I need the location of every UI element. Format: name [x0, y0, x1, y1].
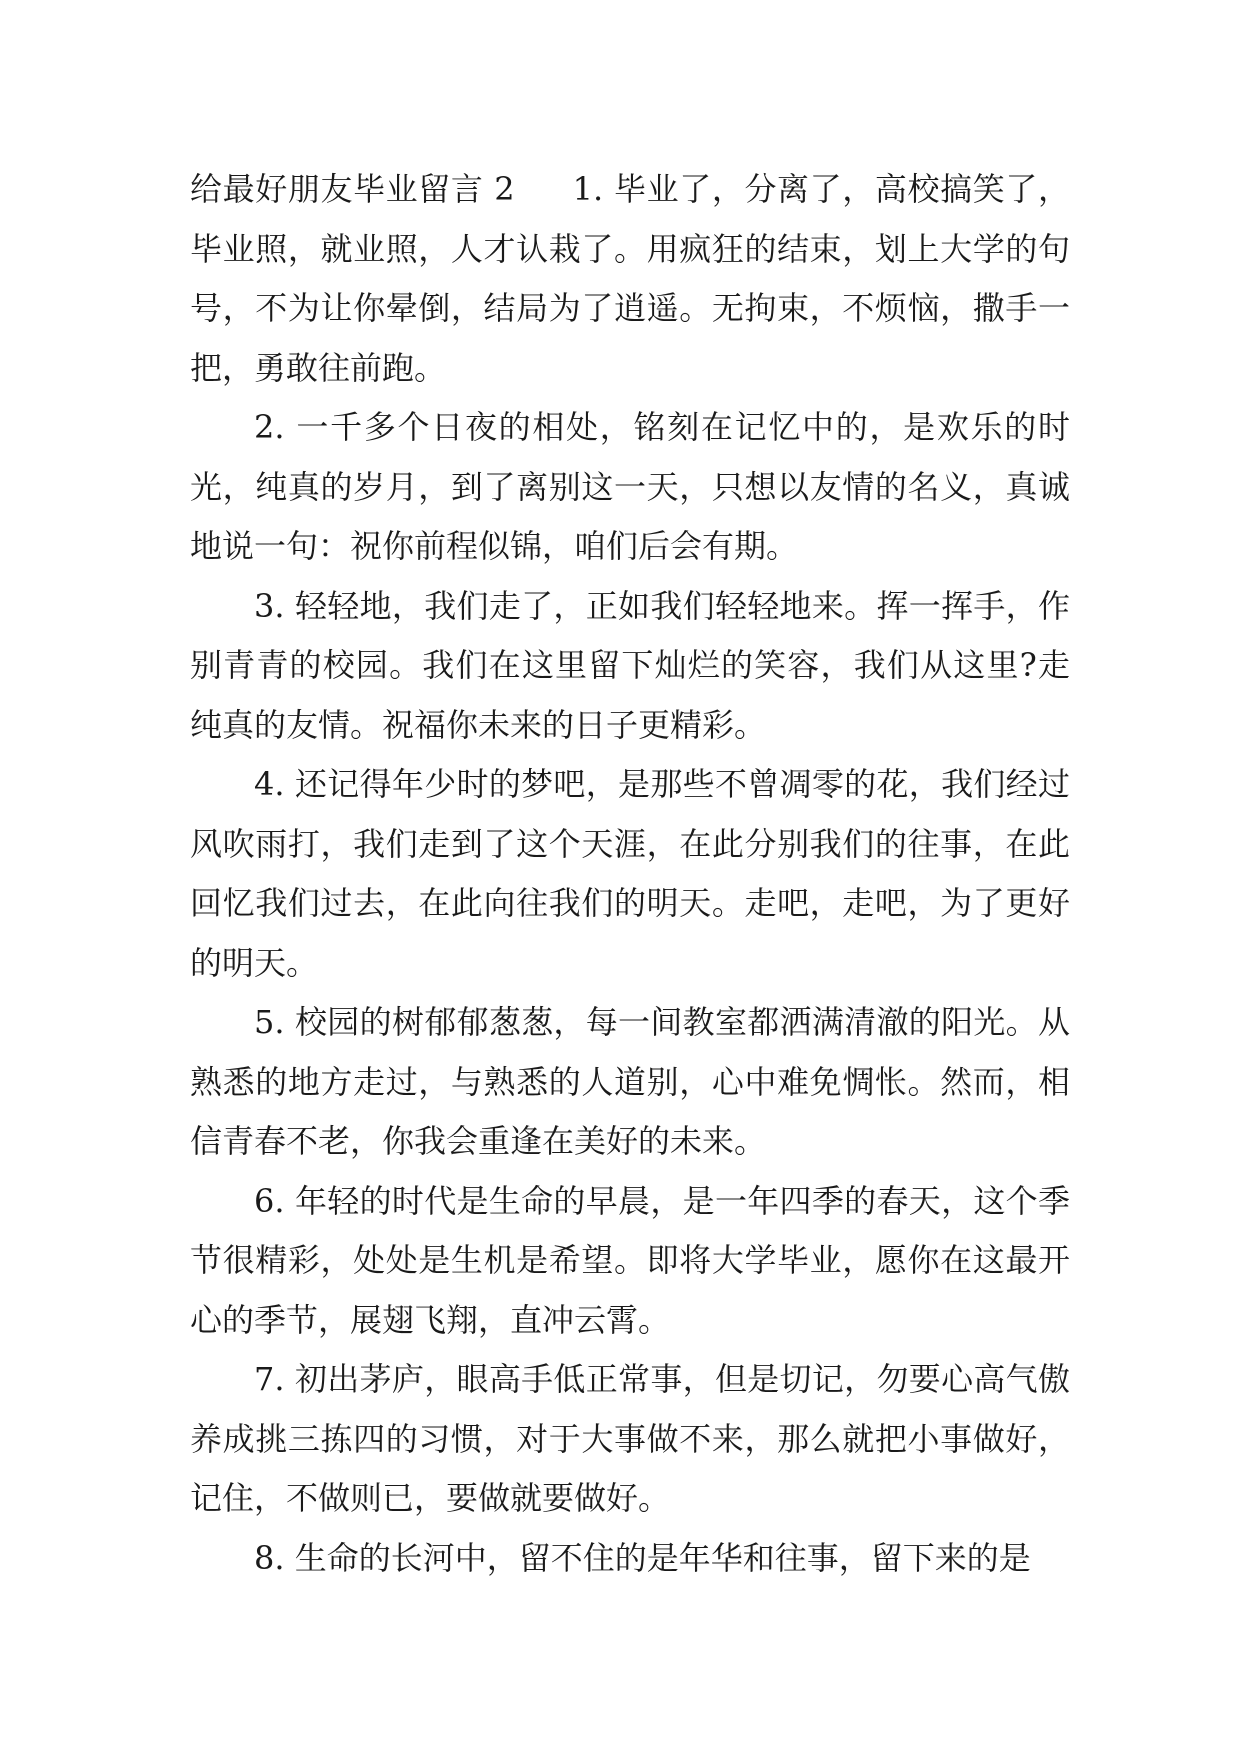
intro-paragraph [190, 160, 1070, 398]
paragraph-item-1: 1. 毕业了，分离了，高校搞笑了，毕业照，就业照，人才认栽了。用疯狂的结束，划上大学的句号，不为让你晕倒，结局为了逍遥。无拘束，不烦恼，撒手一把，勇敢往前跑。 [190, 170, 1070, 387]
paragraph-item-4: 4. 还记得年少时的梦吧，是那些不曾凋零的花，我们经过风吹雨打，我们走到了这个天涯，在此分别我们的往事，在此回忆我们过去，在此向往我们的明天。走吧，走吧，为了更好的明天。 [190, 765, 1070, 982]
paragraph-item-8: 8. 生命的长河中，留不住的是年华和往事，留下来的是 [254, 1538, 1031, 1577]
paragraph-item-7: 7. 初出茅庐，眼高手低正常事，但是切记，勿要心高气傲养成挑三拣四的习惯，对于大事做不来，那么就把小事做好，记住，不做则已，要做就要做好。 [190, 1360, 1070, 1517]
paragraph-item-6: 6. 年轻的时代是生命的早晨，是一年四季的春天，这个季节很精彩，处处是生机是希望。即将大学毕业，愿你在这最开心的季节，展翅飞翔，直冲云霄。 [190, 1181, 1070, 1339]
document-title: 给最好朋友毕业留言 2 [190, 170, 515, 208]
paragraph-item-3: 3. 轻轻地，我们走了，正如我们轻轻地来。挥一挥手，作别青青的校园。我们在这里留下灿烂的笑容，我们从这里?走纯真的友情。祝福你未来的日子更精彩。 [190, 586, 1070, 744]
paragraph-item-2: 2. 一千多个日夜的相处，铭刻在记忆中的，是欢乐的时光，纯真的岁月，到了离别这一天，只想以友情的名义，真诚地说一句：祝你前程似锦，咱们后会有期。 [190, 408, 1070, 565]
document-page [190, 160, 1070, 1588]
paragraph-item-5: 5. 校园的树郁郁葱葱，每一间教室都洒满清澈的阳光。从熟悉的地方走过，与熟悉的人道别，心中难免惆怅。然而，相信青春不老，你我会重逢在美好的未来。 [190, 1003, 1070, 1160]
